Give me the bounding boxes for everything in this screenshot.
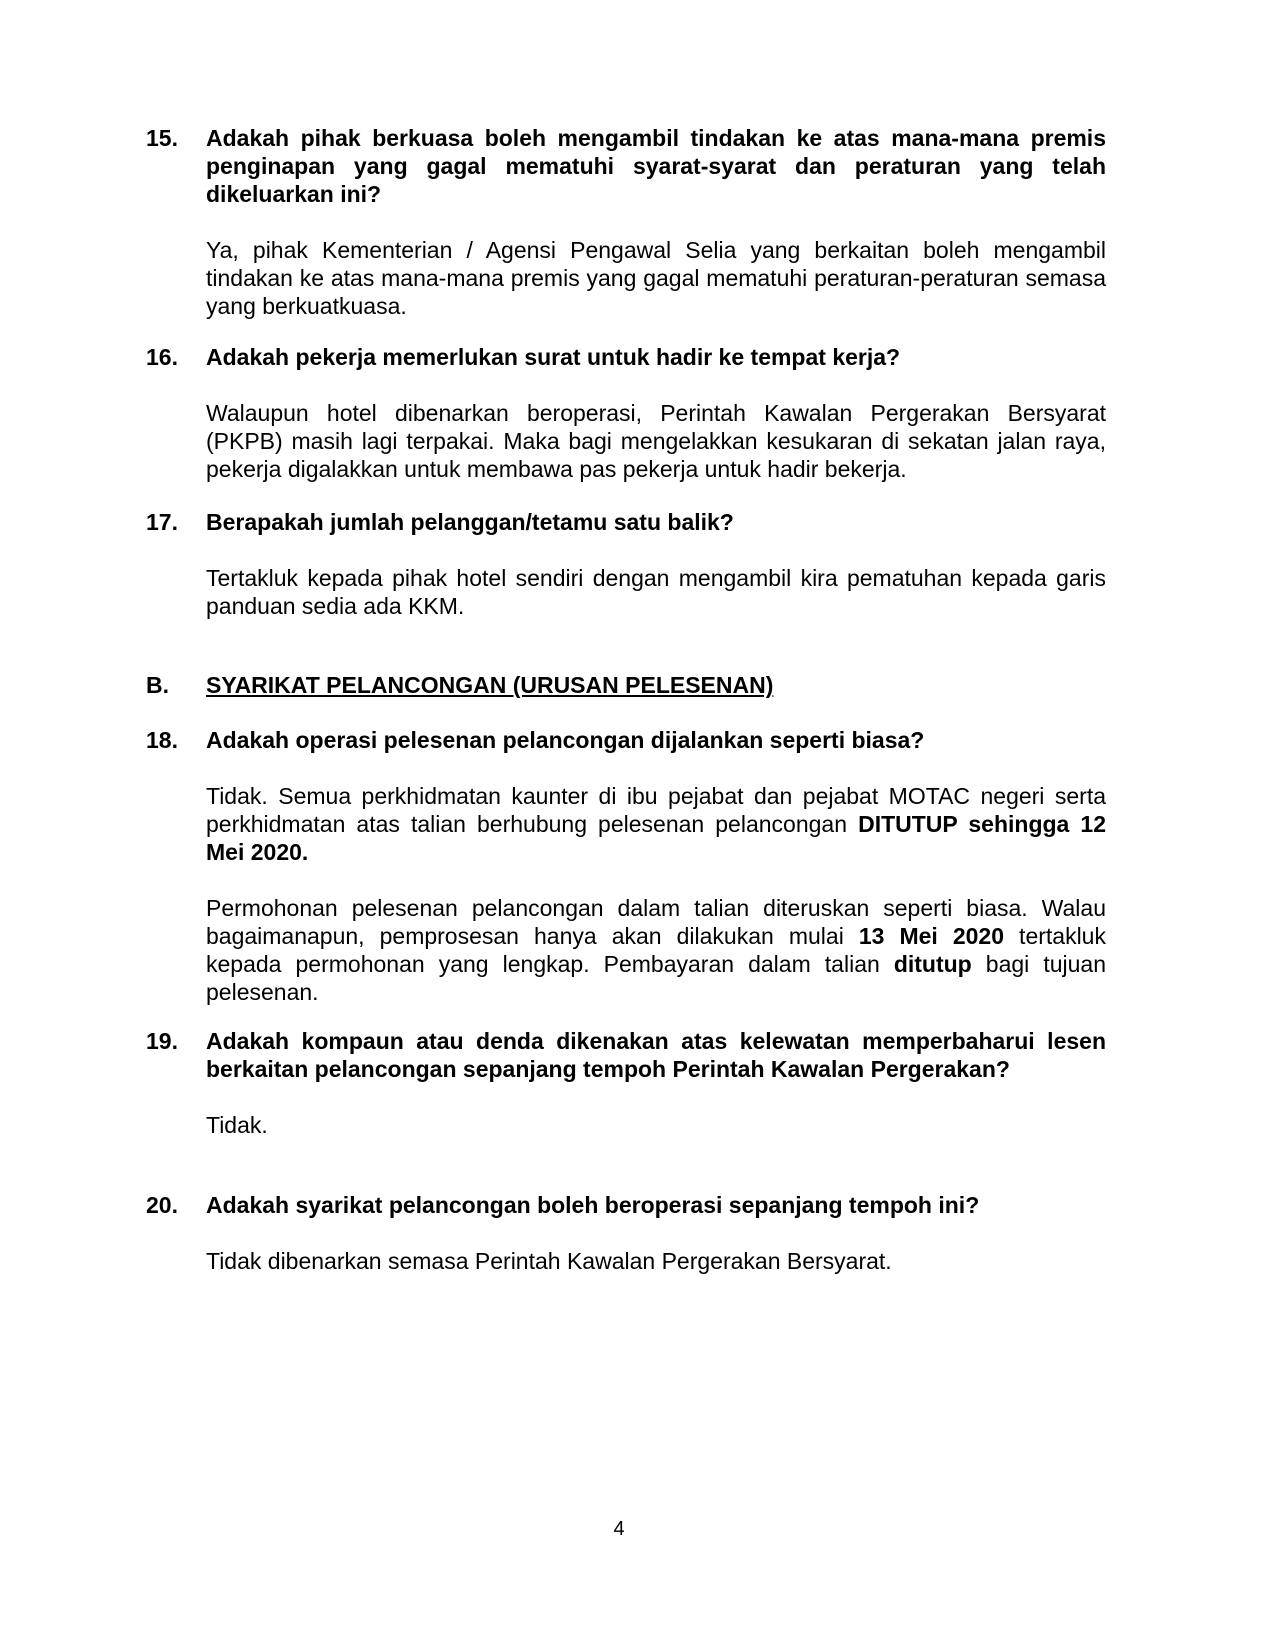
answer-paragraph-2 [206,894,1106,1006]
answer: Walaupun hotel dibenarkan beroperasi, Perintah Kawalan Pergerakan Bersyarat (PKPB) masih lagi terpakai. Maka bagi mengelakkan kesukaran di sekatan jalan raya, pekerja digalakkan untuk membawa pas pekerja untuk hadir bekerja. [206,400,1106,482]
faq-item-15 [146,124,1106,320]
item-number: 16. [146,344,178,370]
section-heading [146,671,774,699]
faq-item-17 [146,508,1106,620]
item-number: 18. [146,727,178,753]
section-title: SYARIKAT PELANCONGAN (URUSAN PELESENAN) [206,672,774,698]
question: Berapakah jumlah pelanggan/tetamu satu balik? [206,509,734,535]
faq-item-16 [146,343,1106,483]
item-number: 17. [146,509,178,535]
faq-item-19 [146,1027,1106,1139]
question: Adakah syarikat pelancongan boleh beroperasi sepanjang tempoh ini? [206,1192,980,1218]
answer-emphasis: DITUTUP sehingga 12 Mei 2020. [206,811,1106,865]
faq-item-18 [146,726,1106,1006]
page-number: 4 [613,1518,625,1540]
answer-text: bagi tujuan pelesenan. [206,951,1106,1005]
answer: Ya, pihak Kementerian / Agensi Pengawal Selia yang berkaitan boleh mengambil tindakan ke atas mana-mana premis yang gagal mematuhi peraturan-peraturan semasa yang berkuatkuasa. [206,237,1106,319]
question: Adakah pihak berkuasa boleh mengambil tindakan ke atas mana-mana premis penginapan yang gagal mematuhi syarat-syarat dan peraturan yang telah dikeluarkan ini? [206,125,1106,207]
answer: Tidak. [206,1112,268,1138]
answer-text: Permohonan pelesenan pelancongan dalam talian diteruskan seperti biasa. Walau bagaimanapun, pemprosesan hanya akan dilakukan mulai [206,895,1106,949]
item-number: 15. [146,125,178,151]
answer-text: Tidak. Semua perkhidmatan kaunter di ibu pejabat dan pejabat MOTAC negeri serta perkhidmatan atas talian berhubung pelesenan pelancongan [206,783,1106,837]
question: Adakah operasi pelesenan pelancongan dijalankan seperti biasa? [206,727,925,753]
question: Adakah pekerja memerlukan surat untuk hadir ke tempat kerja? [206,344,901,370]
answer-emphasis: 13 Mei 2020 [858,923,1005,949]
faq-item-20 [146,1191,1106,1275]
item-number: 19. [146,1028,178,1054]
answer: Tertakluk kepada pihak hotel sendiri dengan mengambil kira pematuhan kepada garis panduan sedia ada KKM. [206,565,1106,619]
answer: Tidak dibenarkan semasa Perintah Kawalan Pergerakan Bersyarat. [206,1248,892,1274]
item-number: 20. [146,1192,178,1218]
section-letter: B. [146,672,169,698]
question: Adakah kompaun atau denda dikenakan atas kelewatan memperbaharui lesen berkaitan pelancongan sepanjang tempoh Perintah Kawalan Pergerakan? [206,1028,1106,1082]
answer-paragraph-1 [206,782,1106,866]
answer-text: tertakluk kepada permohonan yang lengkap. Pembayaran dalam talian [206,923,1106,977]
answer-emphasis: ditutup [893,951,972,977]
